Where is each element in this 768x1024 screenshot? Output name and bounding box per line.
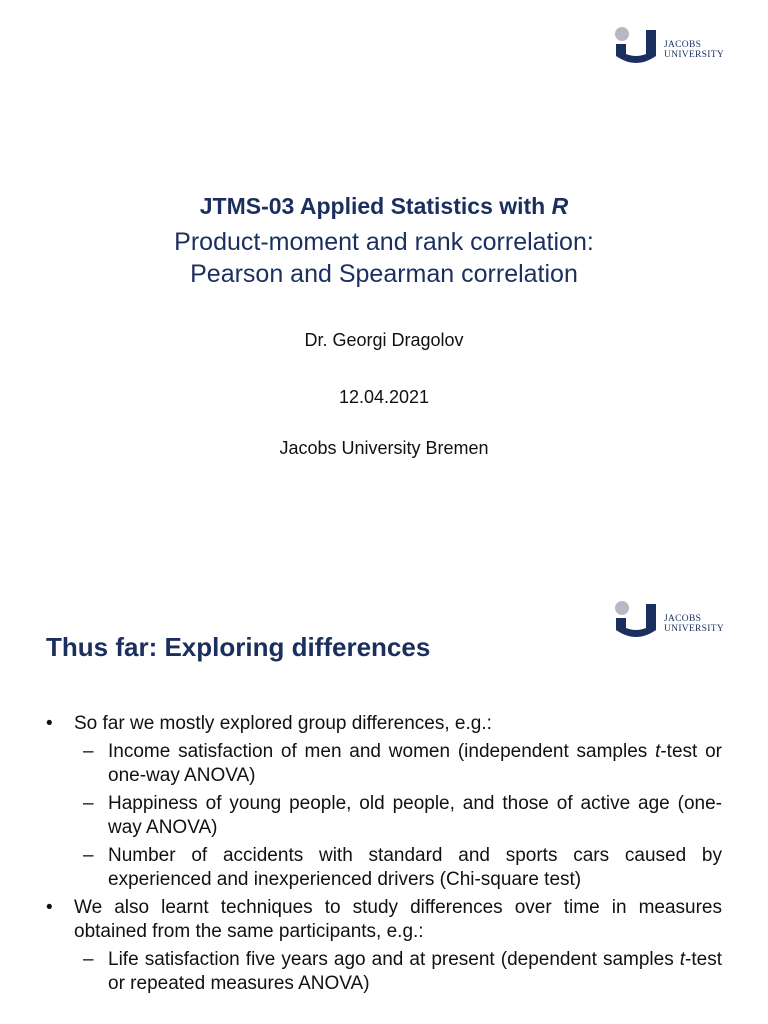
date: 12.04.2021 <box>338 387 430 407</box>
list-item <box>46 896 722 944</box>
dash-icon: – <box>83 845 94 866</box>
author: Dr. Georgi Dragolov <box>304 330 464 350</box>
sub-text: Income satisfaction of men and women (independent samples <box>108 741 656 762</box>
dash-icon: – <box>83 949 94 970</box>
subtitle-line1: Product-moment and rank correlation: <box>174 228 594 256</box>
dash-icon: – <box>83 741 94 762</box>
content-slide <box>0 590 768 1024</box>
course-r: R <box>551 193 569 219</box>
course-code: JTMS-03 Applied Statistics with <box>199 193 552 219</box>
sub-text-tail: -test or repeated measures ANOVA) <box>108 949 722 994</box>
logo-line1: JACOBS <box>664 614 702 624</box>
sub-em: t <box>655 741 661 762</box>
jacobs-logo <box>612 24 732 72</box>
bullet-text: So far we mostly explored group differences, e.g.: <box>74 713 492 734</box>
sub-text: Life satisfaction five years ago and at present (dependent samples <box>108 949 680 970</box>
bullet-dot-icon: • <box>46 713 53 734</box>
sub-em: t <box>679 949 686 970</box>
jacobs-logo-2 <box>612 598 732 646</box>
logo-wordmark <box>664 614 724 634</box>
list-item <box>46 844 722 892</box>
slide-title: Thus far: Exploring differences <box>46 632 431 662</box>
list-item <box>46 948 722 996</box>
logo-wordmark <box>664 40 724 60</box>
institution: Jacobs University Bremen <box>279 438 489 458</box>
bullet-list <box>46 712 722 1000</box>
logo-line2: UNIVERSITY <box>664 50 724 60</box>
logo-line2: UNIVERSITY <box>664 624 724 634</box>
sub-text: Number of accidents with standard and sports cars caused by experienced and inexperienced drivers (Chi-square test) <box>108 845 722 890</box>
jacobs-shield-icon <box>612 598 662 644</box>
sub-text: Happiness of young people, old people, and those of active age (one-way ANOVA) <box>108 793 722 838</box>
list-item <box>46 740 722 788</box>
sub-text-tail: -test or one-way ANOVA) <box>108 741 722 786</box>
jacobs-shield-icon <box>612 24 662 70</box>
dash-icon: – <box>83 793 94 814</box>
subtitle-line2: Pearson and Spearman correlation <box>190 260 578 288</box>
logo-line1: JACOBS <box>664 40 702 50</box>
bullet-text: We also learnt techniques to study differences over time in measures obtained from the same participants, e.g.: <box>74 897 722 942</box>
list-item <box>46 792 722 840</box>
list-item <box>46 712 722 736</box>
bullet-dot-icon: • <box>46 897 53 918</box>
course-title <box>0 193 768 220</box>
